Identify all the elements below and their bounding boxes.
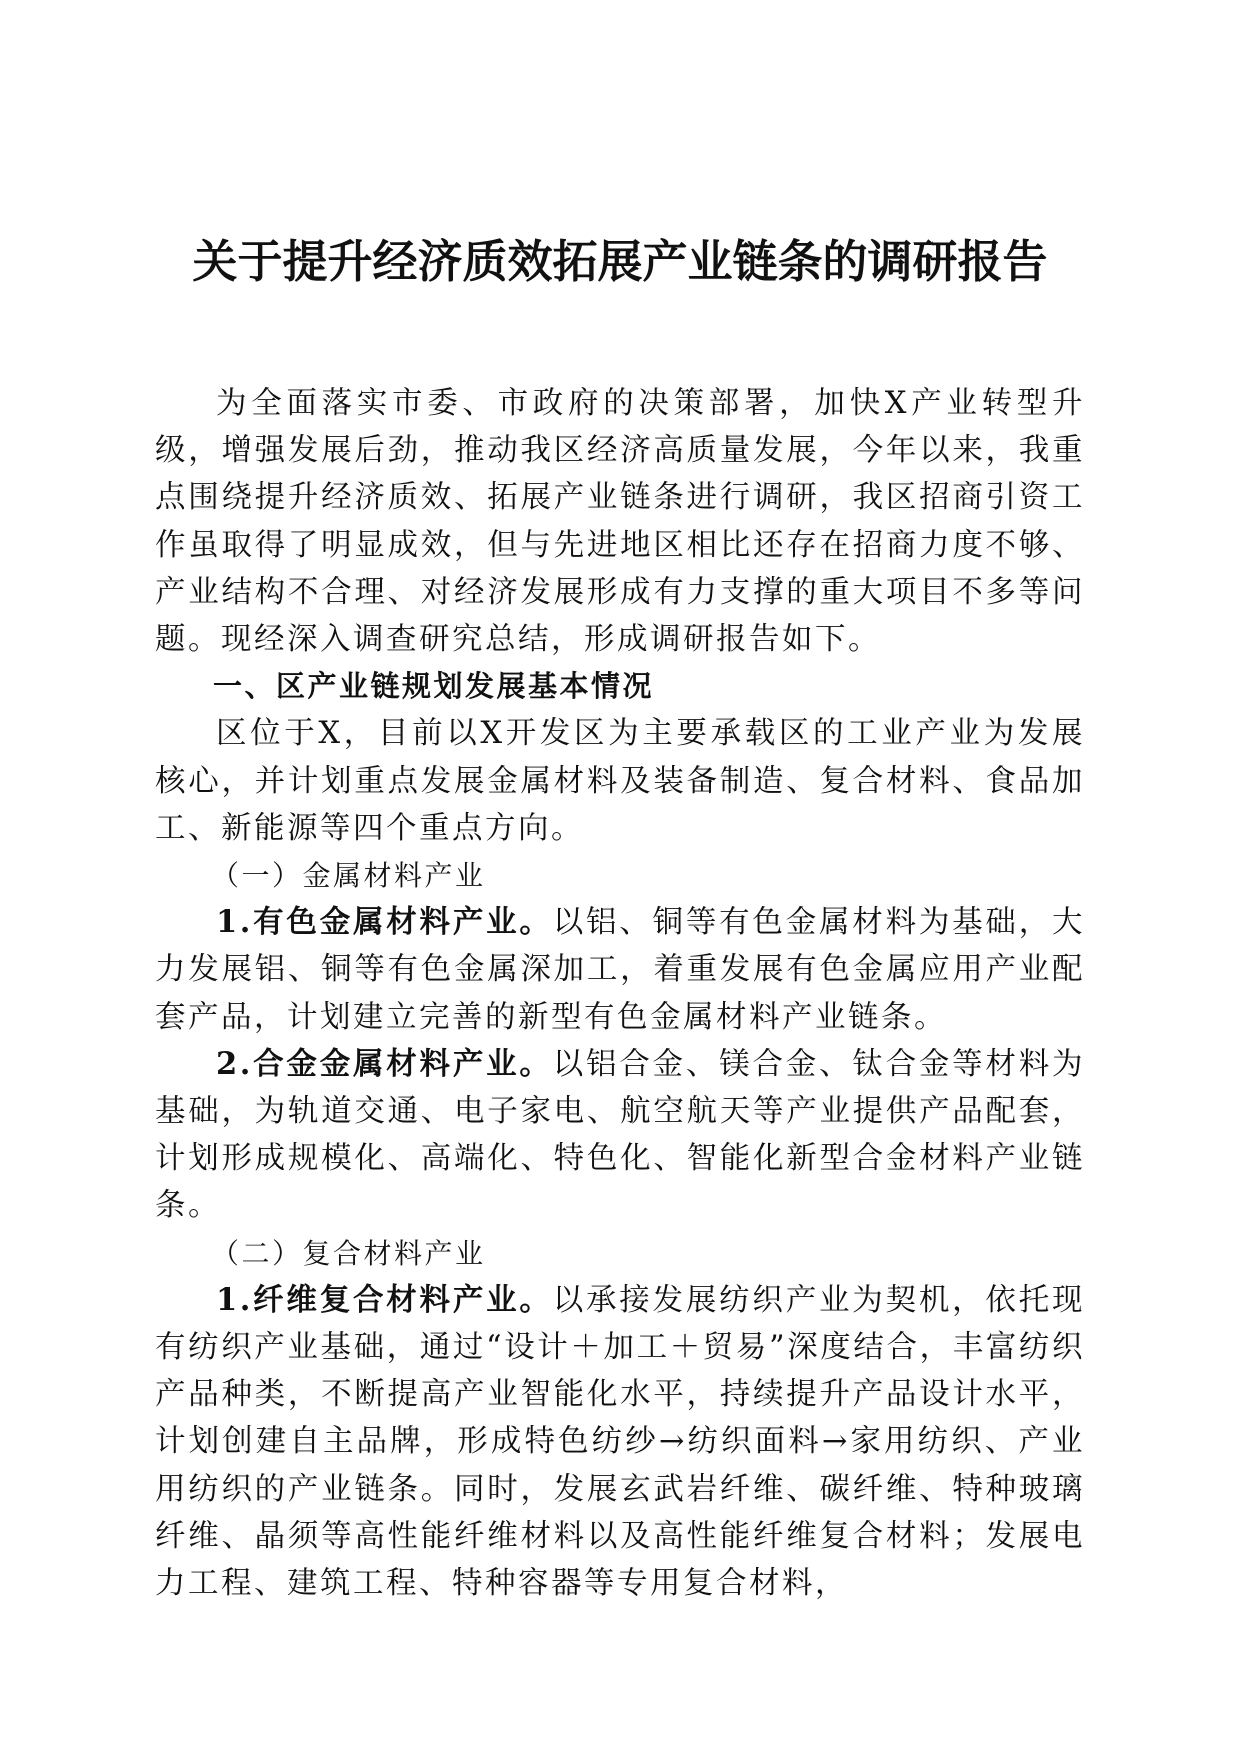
- item-lead: 1.纤维复合材料产业。: [216, 1281, 553, 1318]
- intro-paragraph: 为全面落实市委、市政府的决策部署，加快X产业转型升级，增强发展后劲，推动我区经济高质量发展，今年以来，我重点围绕提升经济质效、拓展产业链条进行调研，我区招商引资工作虽取得了明显成效，但与先进地区相比还存在招商力度不够、产业结构不合理、对经济发展形成有力支撑的重大项目不多等问题。现经深入调查研究总结，形成调研报告如下。: [155, 386, 1085, 658]
- item-lead: 2.合金金属材料产业。: [216, 1045, 553, 1082]
- item-text: 以铝合金、镁合金、钛合金等材料为基础，为轨道交通、电子家电、航空航天等产业提供产品配套，计划形成规模化、高端化、特色化、智能化新型合金材料产业链条。: [155, 1046, 1085, 1224]
- list-item: [155, 1277, 1085, 1607]
- item-lead: 1.有色金属材料产业。: [216, 904, 553, 941]
- list-item: [155, 1041, 1085, 1230]
- list-item: [155, 899, 1085, 1041]
- section-heading: 一、区产业链规划发展基本情况: [213, 669, 655, 704]
- document-body: [155, 380, 1085, 1607]
- subsection-heading: （二）复合材料产业: [211, 1236, 486, 1270]
- document-title: 关于提升经济质效拓展产业链条的调研报告: [192, 235, 1048, 288]
- item-text: 以铝、铜等有色金属材料为基础，大力发展铝、铜等有色金属深加工，着重发展有色金属应用产业配套产品，计划建立完善的新型有色金属材料产业链条。: [155, 905, 1085, 1035]
- subsection-heading: （一）金属材料产业: [211, 859, 486, 893]
- item-text: 以承接发展纺织产业为契机，依托现有纺织产业基础，通过“设计＋加工＋贸易”深度结合，丰富纺织产品种类，不断提高产业智能化水平，持续提升产品设计水平，计划创建自主品牌，形成特色纺纱→纺织面料→家用纺织、产业用纺织的产业链条。同时，发展玄武岩纤维、碳纤维、特种玻璃纤维、晶须等高性能纤维材料以及高性能纤维复合材料；发展电力工程、建筑工程、特种容器等专用复合材料，: [155, 1282, 1085, 1602]
- section-paragraph: 区位于X，目前以X开发区为主要承载区的工业产业为发展核心，并计划重点发展金属材料及装备制造、复合材料、食品加工、新能源等四个重点方向。: [155, 716, 1085, 846]
